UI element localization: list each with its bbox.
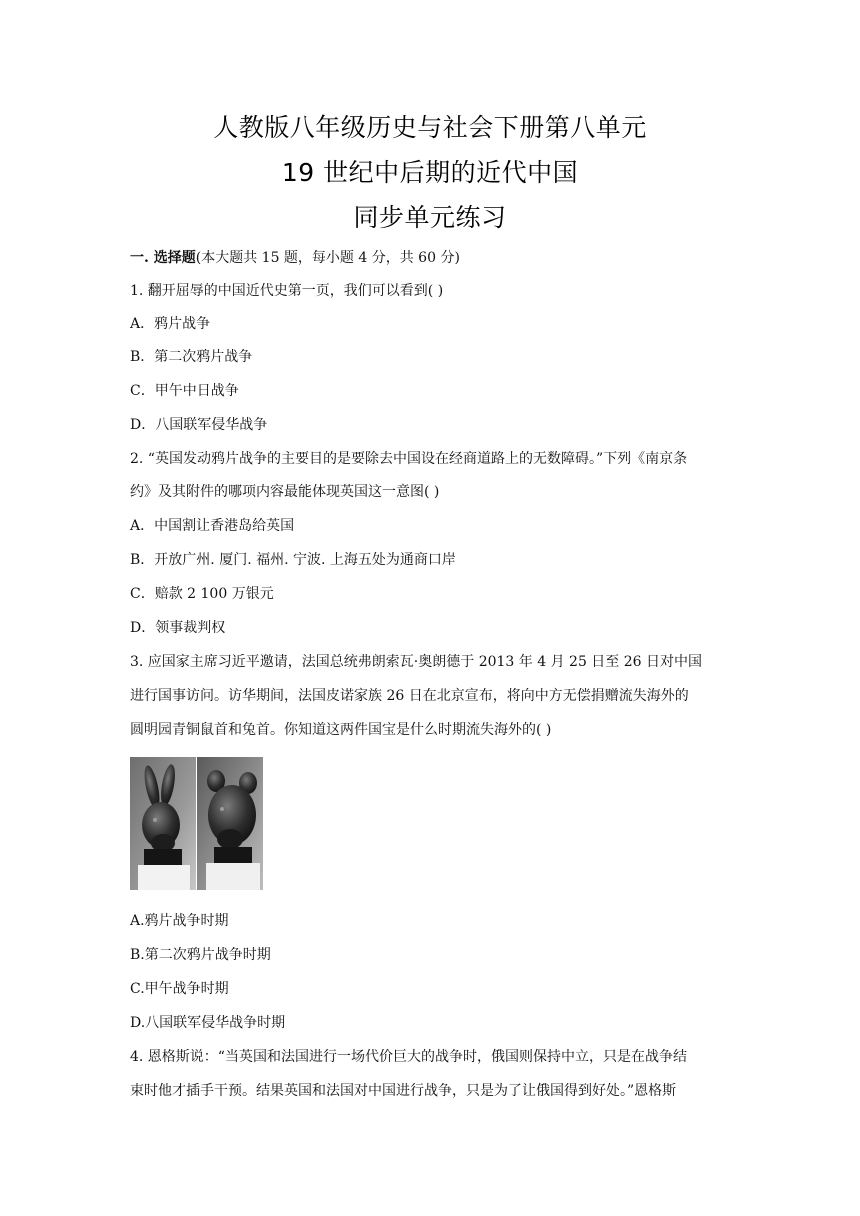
section-heading bbox=[130, 248, 460, 268]
question-2-option-c: C．赔款 2 100 万银元 bbox=[130, 586, 274, 602]
question-4-stem-line-2: 束时他才插手干预。结果英国和法国对中国进行战争，只是为了让俄国得到好处。”恩格斯 bbox=[130, 1083, 677, 1099]
question-3-option-b: B.第二次鸦片战争时期 bbox=[130, 947, 271, 963]
document-title-line-3: 同步单元练习 bbox=[353, 203, 507, 232]
section-label: 一. 选择题 bbox=[130, 250, 196, 266]
question-3-option-a: A.鸦片战争时期 bbox=[130, 913, 229, 929]
question-1-stem: 1. 翻开屈辱的中国近代史第一页，我们可以看到( ) bbox=[130, 283, 444, 299]
question-1-option-c: C．甲午中日战争 bbox=[130, 383, 239, 399]
bronze-heads-photo bbox=[130, 757, 263, 890]
question-1-option-d: D．八国联军侵华战争 bbox=[130, 417, 268, 433]
question-3-option-d: D.八国联军侵华战争时期 bbox=[130, 1015, 286, 1031]
question-2-stem-line-1: 2. “英国发动鸦片战争的主要目的是要除去中国设在经商道路上的无数障碍。”下列《南京条 bbox=[130, 451, 688, 467]
question-3-stem-line-1: 3. 应国家主席习近平邀请，法国总统弗朗索瓦·奥朗德于 2013 年 4 月 25 日至 26 日对中国 bbox=[130, 654, 703, 670]
question-3-option-c: C.甲午战争时期 bbox=[130, 981, 229, 997]
question-1-option-a: A．鸦片战争 bbox=[130, 316, 211, 332]
question-1-option-b: B．第二次鸦片战争 bbox=[130, 349, 253, 365]
document-title-line-1: 人教版八年级历史与社会下册第八单元 bbox=[213, 113, 647, 142]
question-2-option-b: B．开放广州. 厦门. 福州. 宁波. 上海五处为通商口岸 bbox=[130, 552, 456, 568]
rat-head-icon bbox=[206, 770, 260, 890]
question-2-option-a: A．中国割让香港岛给英国 bbox=[130, 518, 295, 534]
bronze-heads-illustration bbox=[130, 757, 263, 890]
question-2-stem-line-2: 约》及其附件的哪项内容最能体现英国这一意图( ) bbox=[130, 484, 440, 500]
question-2-option-d: D．领事裁判权 bbox=[130, 620, 226, 636]
section-note: (本大题共 15 题，每小题 4 分，共 60 分) bbox=[195, 250, 460, 266]
document-title-line-2: 19 世纪中后期的近代中国 bbox=[281, 158, 579, 187]
question-3-stem-line-2: 进行国事访问。访华期间，法国皮诺家族 26 日在北京宣布，将向中方无偿捐赠流失海外的 bbox=[130, 688, 689, 704]
question-4-stem-line-1: 4. 恩格斯说：“当英国和法国进行一场代价巨大的战争时，俄国则保持中立，只是在战争结 bbox=[130, 1049, 687, 1065]
question-3-stem-line-3: 圆明园青铜鼠首和兔首。你知道这两件国宝是什么时期流失海外的( ) bbox=[130, 722, 552, 738]
